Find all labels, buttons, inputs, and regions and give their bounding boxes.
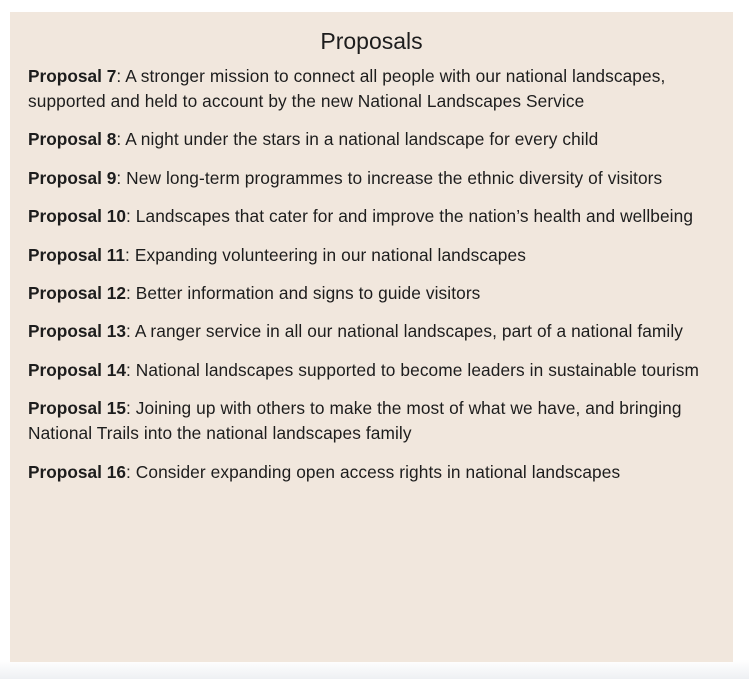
proposal-item-15: Proposal 15: Joining up with others to make the most of what we have, and bringing National Trails into the national landscapes family <box>28 398 682 444</box>
proposal-text: New long-term programmes to increase the ethnic diversity of visitors <box>126 167 663 188</box>
proposal-item-11: Proposal 11: Expanding volunteering in our national landscapes <box>28 244 526 265</box>
proposal-list <box>28 64 715 485</box>
proposal-item-9: Proposal 9: New long-term programmes to increase the ethnic diversity of visitors <box>28 167 663 188</box>
proposal-label: Proposal 13 <box>28 321 126 342</box>
proposal-label: Proposal 14 <box>28 359 126 380</box>
proposal-text: A night under the stars in a national landscape for every child <box>125 129 599 150</box>
proposal-item-14: Proposal 14: National landscapes supported to become leaders in sustainable tourism <box>28 359 699 380</box>
proposal-label: Proposal 8 <box>28 129 117 150</box>
proposal-text: Expanding volunteering in our national landscapes <box>134 244 526 265</box>
proposal-text: A ranger service in all our national landscapes, part of a national family <box>134 321 684 342</box>
proposal-label: Proposal 12 <box>28 282 126 303</box>
proposal-item-12: Proposal 12: Better information and signs to guide visitors <box>28 282 481 303</box>
proposal-text: Consider expanding open access rights in national landscapes <box>135 461 621 482</box>
proposal-text: Better information and signs to guide visitors <box>135 282 481 303</box>
panel-title: Proposals <box>320 28 423 54</box>
proposal-text: Landscapes that cater for and improve the nation’s health and wellbeing <box>135 206 694 227</box>
proposal-label: Proposal 10 <box>28 206 126 227</box>
proposal-text: National landscapes supported to become leaders in sustainable tourism <box>135 359 699 380</box>
proposal-text: Joining up with others to make the most of what we have, and bringing National Trails into the national landscapes family <box>28 398 682 444</box>
proposal-label: Proposal 16 <box>28 461 126 482</box>
proposal-item-7: Proposal 7: A stronger mission to connect all people with our national landscapes, supported and held to account by the new National Landscapes Service <box>28 66 666 111</box>
proposal-label: Proposal 9 <box>28 167 117 188</box>
proposal-label: Proposal 11 <box>28 244 126 265</box>
proposals-panel <box>10 12 733 662</box>
proposal-label: Proposal 15 <box>28 398 126 419</box>
proposal-item-10: Proposal 10: Landscapes that cater for and improve the nation’s health and wellbeing <box>28 206 694 227</box>
proposal-item-8: Proposal 8: A night under the stars in a national landscape for every child <box>28 129 599 150</box>
proposal-item-16: Proposal 16: Consider expanding open access rights in national landscapes <box>28 461 621 482</box>
proposal-item-13: Proposal 13: A ranger service in all our national landscapes, part of a national family <box>28 321 684 342</box>
proposal-label: Proposal 7 <box>28 66 117 86</box>
proposal-text: A stronger mission to connect all people with our national landscapes, supported and held to account by the new National Landscapes Service <box>28 66 666 111</box>
